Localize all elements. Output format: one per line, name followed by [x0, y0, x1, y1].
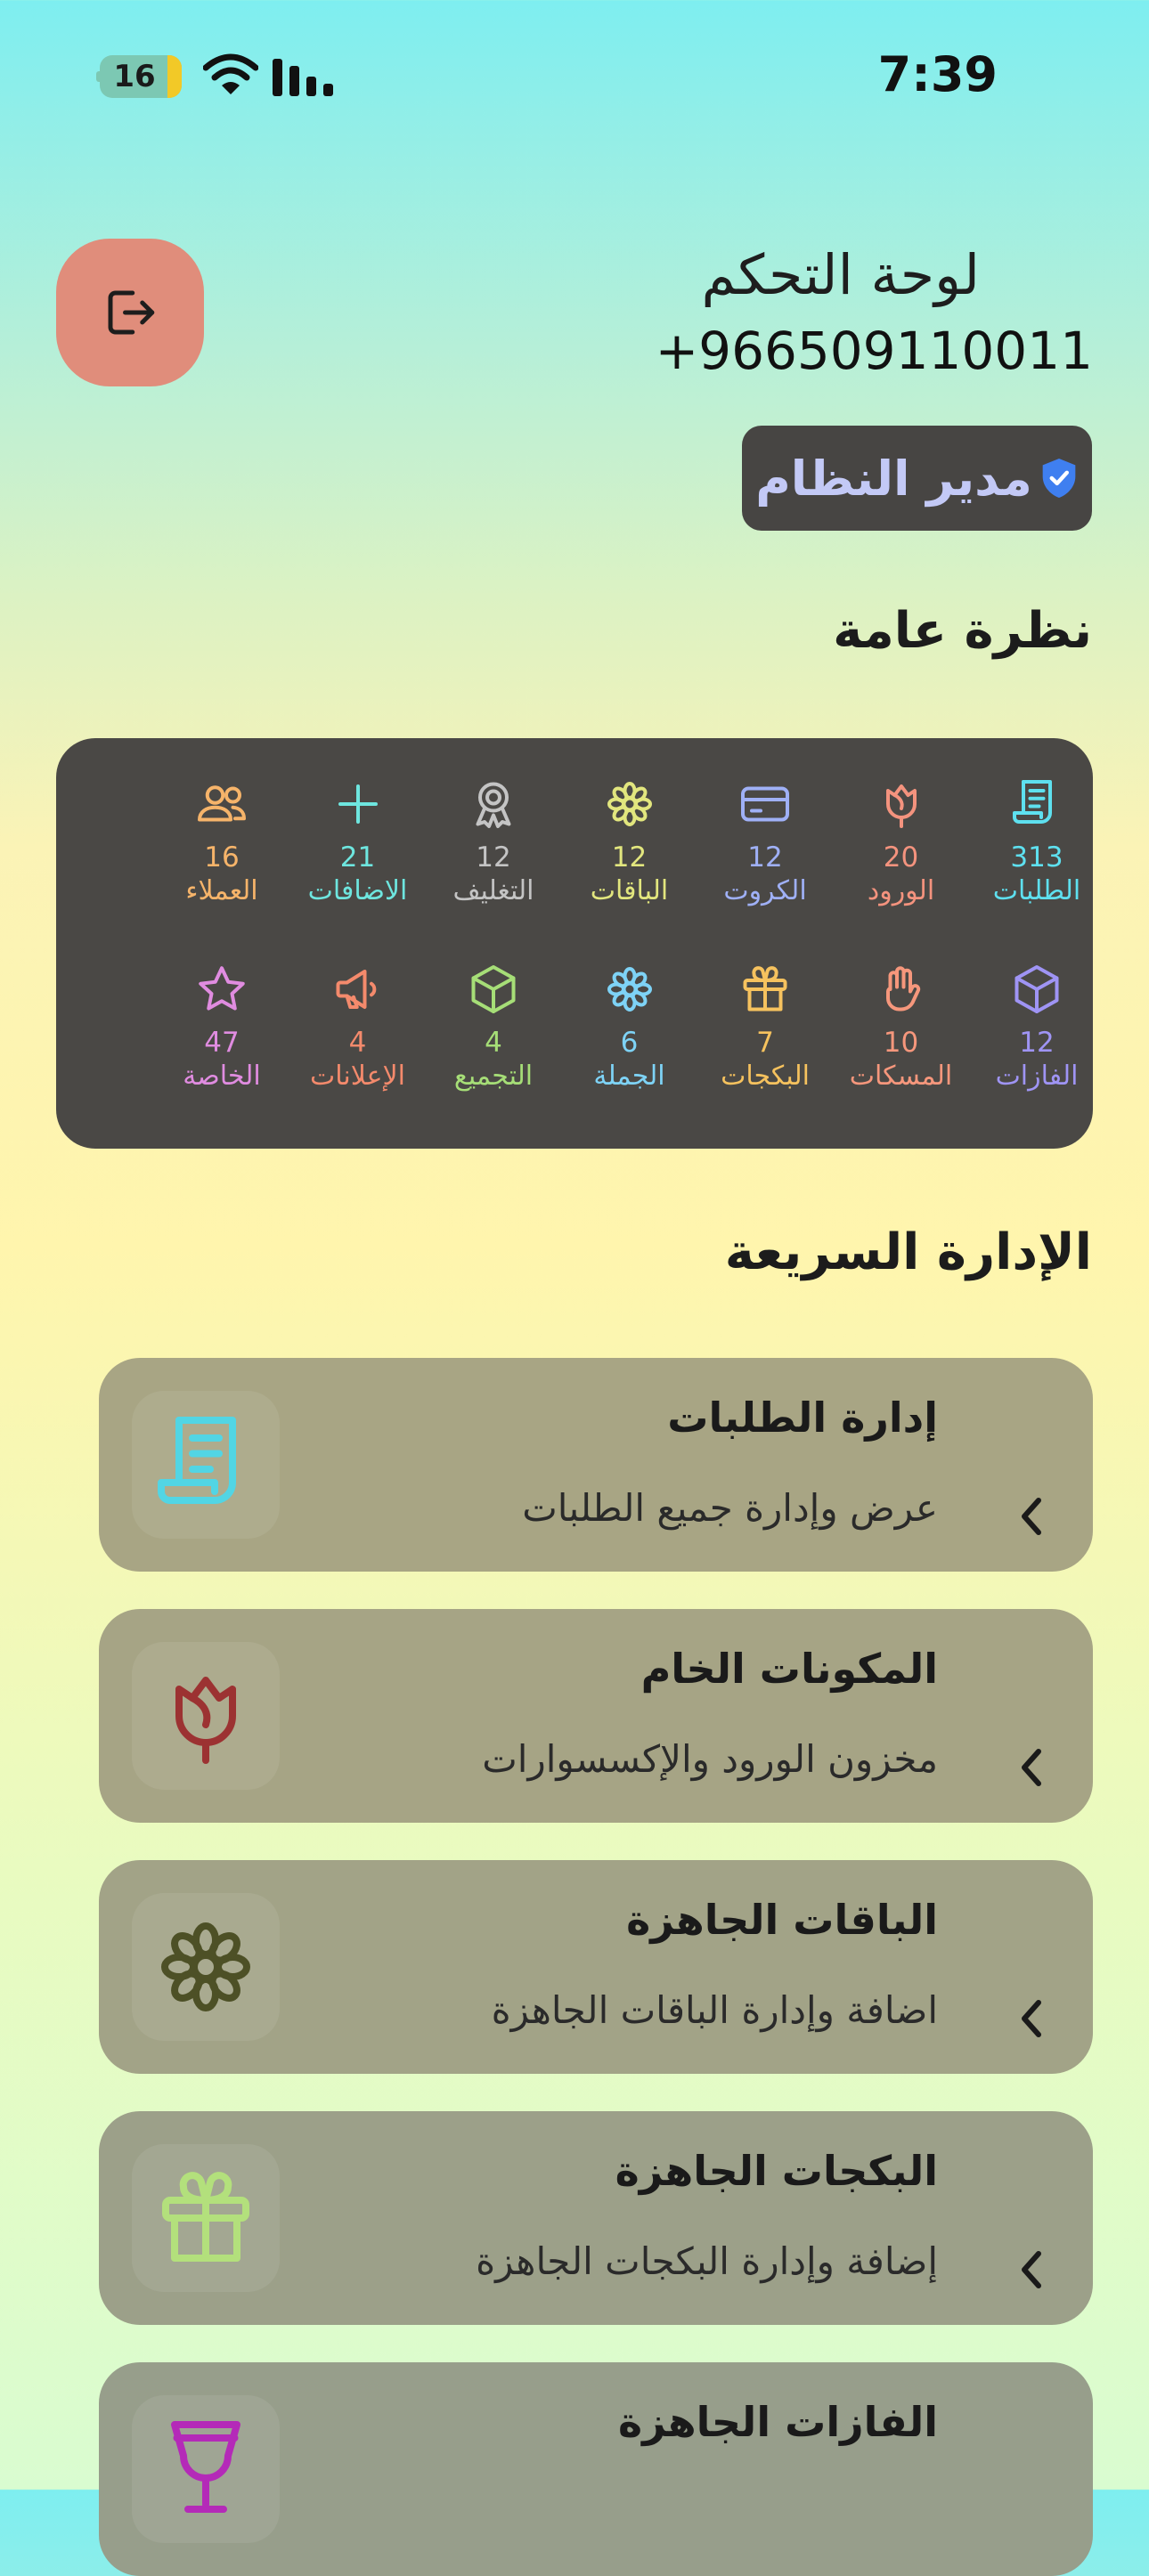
- stat-tile: [970, 777, 1104, 909]
- stat-label: العملاء: [185, 875, 258, 906]
- quick-card[interactable]: [99, 2111, 1093, 2325]
- flower-icon: [563, 963, 697, 1016]
- stat-value: 12: [476, 841, 511, 874]
- quick-card[interactable]: [99, 1609, 1093, 1823]
- stat-label: الإعلانات: [310, 1060, 405, 1092]
- stat-value: 313: [1010, 841, 1063, 874]
- overview-title: نظرة عامة: [833, 602, 1092, 660]
- stat-tile: [835, 963, 968, 1094]
- stat-label: الكروت: [723, 875, 807, 906]
- box-icon: [427, 963, 560, 1016]
- stat-label: المسكات: [849, 1060, 953, 1092]
- chevron-left-icon: [1014, 1994, 1049, 2044]
- award-icon: [427, 777, 560, 831]
- stat-label: الورود: [867, 875, 935, 906]
- wifi-icon: [203, 53, 258, 96]
- quick-management-title: الإدارة السريعة: [724, 1223, 1092, 1281]
- flower-icon: [563, 777, 697, 831]
- stat-value: 47: [204, 1027, 240, 1059]
- stat-value: 12: [747, 841, 783, 874]
- stat-tile: [563, 777, 697, 909]
- shield-check-icon: [1039, 457, 1079, 500]
- quick-card-title: الفازات الجاهزة: [617, 2398, 938, 2446]
- battery-icon: [100, 55, 182, 98]
- stat-label: الباقات: [590, 875, 669, 906]
- flower-icon: [132, 1893, 280, 2041]
- cellular-signal-icon: [273, 57, 337, 96]
- chevron-left-icon: [1014, 2245, 1049, 2295]
- stat-tile: [291, 963, 425, 1094]
- vase-icon: [132, 2395, 280, 2543]
- stat-value: 6: [620, 1027, 639, 1059]
- role-badge: [742, 426, 1092, 531]
- stat-value: 10: [883, 1027, 919, 1059]
- card-icon: [698, 777, 832, 831]
- quick-card-subtitle: اضافة وإدارة الباقات الجاهزة: [491, 1988, 938, 2032]
- quick-card-subtitle: عرض وإدارة جميع الطلبات: [522, 1486, 938, 1530]
- stat-tile: [835, 777, 968, 909]
- stat-value: 21: [339, 841, 376, 874]
- quick-card[interactable]: [99, 1358, 1093, 1572]
- megaphone-icon: [291, 963, 425, 1016]
- star-icon: [155, 963, 289, 1016]
- box-icon: [970, 963, 1104, 1016]
- stat-value: 4: [348, 1027, 367, 1059]
- stat-label: التغليف: [452, 875, 534, 906]
- logout-icon: [101, 283, 159, 342]
- quick-card-subtitle: إضافة وإدارة البكجات الجاهزة: [476, 2239, 938, 2283]
- status-time: 7:39: [877, 46, 998, 102]
- quick-card-subtitle: مخزون الورود والإكسسوارات: [482, 1737, 938, 1781]
- stats-card: [56, 738, 1093, 1149]
- stat-label: البكجات: [721, 1060, 810, 1092]
- page-title: لوحة التحكم: [701, 242, 980, 307]
- gift-icon: [698, 963, 832, 1016]
- receipt-icon: [132, 1391, 280, 1539]
- stat-label: الفازات: [995, 1060, 1079, 1092]
- stat-label: الجملة: [593, 1060, 665, 1092]
- rose-icon: [835, 777, 968, 831]
- stat-label: الاضافات: [307, 875, 408, 906]
- user-phone: +966509110011: [655, 321, 1093, 381]
- stat-value: 20: [883, 841, 919, 874]
- quick-card[interactable]: [99, 1860, 1093, 2074]
- quick-card-title: الباقات الجاهزة: [626, 1896, 938, 1944]
- stat-tile: [698, 777, 832, 909]
- stat-tile: [155, 777, 289, 909]
- stat-tile: [427, 777, 560, 909]
- battery-level: 16: [113, 59, 156, 94]
- users-icon: [155, 777, 289, 831]
- stat-label: الخاصة: [183, 1060, 261, 1092]
- quick-card-title: إدارة الطلبات: [667, 1394, 938, 1442]
- stat-value: 12: [1019, 1027, 1055, 1059]
- quick-card-title: البكجات الجاهزة: [615, 2147, 938, 2195]
- rose-icon: [132, 1642, 280, 1790]
- chevron-left-icon: [1014, 1743, 1049, 1792]
- gift-icon: [132, 2144, 280, 2292]
- stat-tile: [970, 963, 1104, 1094]
- stat-tile: [291, 777, 425, 909]
- chevron-left-icon: [1014, 1491, 1049, 1541]
- stat-value: 7: [756, 1027, 774, 1059]
- logout-button[interactable]: [56, 239, 204, 386]
- stat-tile: [698, 963, 832, 1094]
- stat-tile: [155, 963, 289, 1094]
- stat-value: 12: [611, 841, 648, 874]
- stat-tile: [427, 963, 560, 1094]
- role-label: مدير النظام: [755, 450, 1032, 507]
- stat-tile: [563, 963, 697, 1094]
- hand-icon: [835, 963, 968, 1016]
- stat-value: 4: [485, 1027, 502, 1059]
- quick-card-title: المكونات الخام: [640, 1645, 938, 1693]
- receipt-icon: [970, 777, 1104, 831]
- stat-label: الطلبات: [992, 875, 1081, 906]
- stat-value: 16: [204, 841, 240, 874]
- quick-card[interactable]: [99, 2362, 1093, 2576]
- stat-label: التجميع: [453, 1060, 534, 1092]
- plus-icon: [291, 777, 425, 831]
